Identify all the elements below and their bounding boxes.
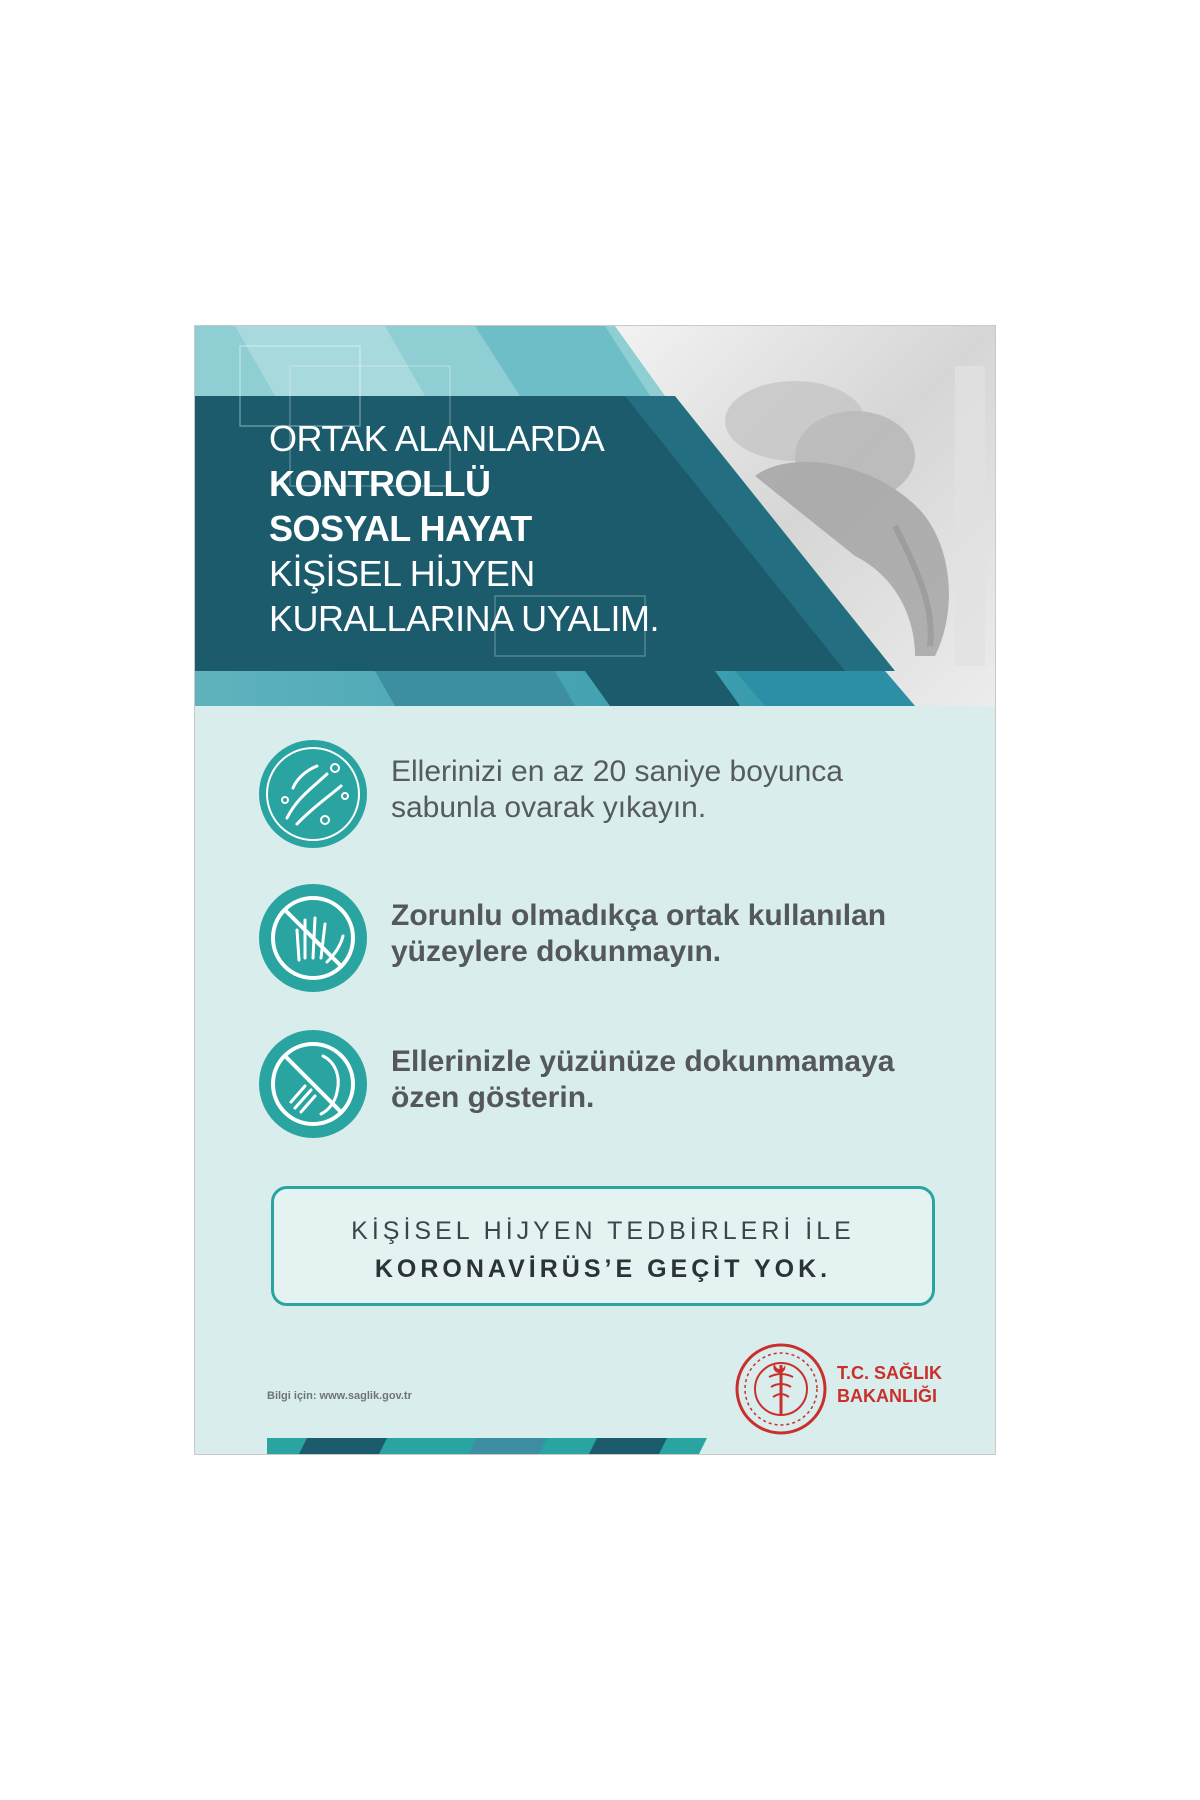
rule-1-text	[391, 754, 843, 826]
hand-washing-icon	[257, 738, 369, 850]
rule-3-line-1: Ellerinizle yüzünüze dokunmamaya	[391, 1045, 895, 1078]
headline-line-4: KİŞİSEL HİJYEN	[269, 553, 535, 594]
rule-3-text	[391, 1044, 894, 1116]
rule-2-text	[391, 898, 886, 970]
headline-line-3: SOSYAL HAYAT	[269, 508, 532, 549]
rule-2-line-2: yüzeylere dokunmayın.	[391, 935, 722, 968]
headline-line-5: KURALLARINA UYALIM.	[269, 598, 659, 639]
rule-3-line-2: özen gösterin.	[391, 1081, 595, 1114]
rule-1-icon-wrap	[257, 738, 347, 860]
headline-line-2: KONTROLLÜ	[269, 463, 491, 504]
info-link[interactable]: Bilgi için: www.saglik.gov.tr	[267, 1390, 412, 1402]
hero-banner	[195, 326, 995, 706]
ministry-seal-icon	[733, 1341, 829, 1437]
rule-2-icon-wrap	[257, 882, 347, 1004]
footer-stripe	[267, 1438, 707, 1454]
no-face-touch-icon	[257, 1028, 369, 1140]
ministry-line-2: BAKANLIĞI	[837, 1386, 937, 1406]
headline	[269, 416, 659, 641]
slogan-box	[271, 1186, 935, 1306]
no-touch-surface-icon	[257, 882, 369, 994]
headline-line-1: ORTAK ALANLARDA	[269, 418, 605, 459]
rule-2-line-1: Zorunlu olmadıkça ortak kullanılan	[391, 899, 887, 932]
poster	[194, 325, 996, 1455]
rule-3-icon-wrap	[257, 1028, 347, 1150]
rule-1-line-1: Ellerinizi en az 20 saniye boyunca	[391, 755, 843, 788]
slogan-line-1: KİŞİSEL HİJYEN TEDBİRLERİ İLE	[351, 1217, 855, 1245]
rule-1-line-2: sabunla ovarak yıkayın.	[391, 791, 707, 824]
slogan-line-2: KORONAVİRÜS’E GEÇİT YOK.	[374, 1255, 832, 1283]
ministry-name	[837, 1362, 942, 1408]
ministry-line-1: T.C. SAĞLIK	[837, 1363, 943, 1383]
